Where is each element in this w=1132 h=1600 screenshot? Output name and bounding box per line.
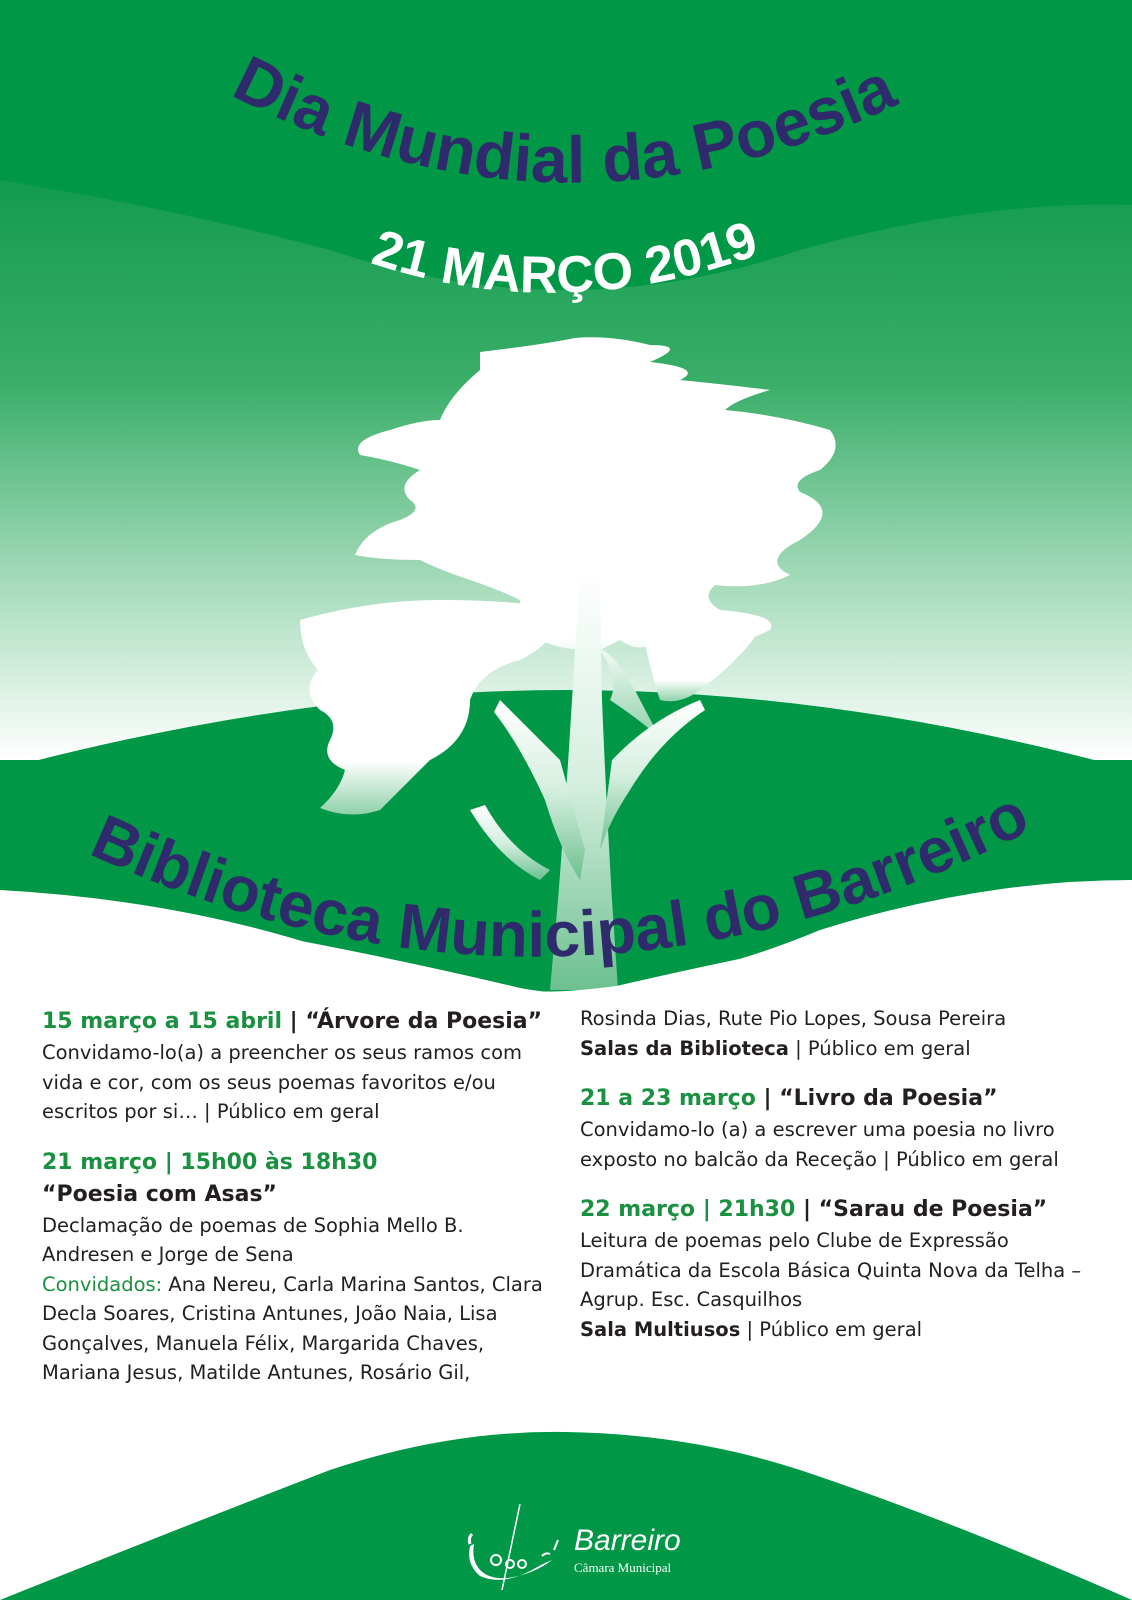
event-description-line: Convidamo-lo (a) a escrever uma poesia no livro	[580, 1118, 1055, 1141]
event-title: “Árvore da Poesia”	[305, 1009, 543, 1034]
event-description-line: Declamação de poemas de Sophia Mello B.	[42, 1213, 464, 1237]
guests-label: Convidados:	[42, 1272, 163, 1296]
logo-subtitle: Câmara Municipal	[574, 1560, 672, 1575]
event-description-line: Leitura de poemas pelo Clube de Expressão	[580, 1229, 1009, 1252]
poster-title: Dia Mundial da Poesia	[223, 40, 906, 197]
event-title: “Sarau de Poesia”	[818, 1197, 1048, 1222]
event-audience: | Público em geral	[788, 1036, 971, 1060]
event-description-line: Agrup. Esc. Casquilhos	[580, 1288, 803, 1311]
event-sarau-de-poesia: 22 março | 21h30 | “Sarau de Poesia” Leitura de poemas pelo Clube de Expressão Dramática da Escola Básica Quinta Nova da Telha – Agrup. Esc. Casquilhos Sala Multiusos | Público em geral	[580, 1194, 1110, 1344]
event-livro-da-poesia: 21 a 23 março | “Livro da Poesia” Convidamo-lo (a) a escrever uma poesia no livro exposto no balcão da Receção | Público em geral	[580, 1083, 1110, 1174]
guests-line: Gonçalves, Manuela Félix, Margarida Chaves,	[42, 1331, 485, 1355]
event-date: 22 março | 21h30	[580, 1197, 796, 1222]
venue-title: Biblioteca Municipal do Barreiro	[82, 777, 1039, 971]
event-arvore-da-poesia: 15 março a 15 abril | “Árvore da Poesia” Convidamo-lo(a) a preencher os seus ramos com vida e cor, com os seus poemas favoritos e/ou escritos por si… | Público em geral	[42, 1006, 562, 1127]
event-date: 15 março a 15 abril	[42, 1009, 283, 1034]
event-description-line: Convidamo-lo(a) a preencher os seus ramos com	[42, 1041, 523, 1064]
events-right-column	[580, 1004, 1110, 1344]
event-description-line: vida e cor, com os seus poemas favoritos e/ou	[42, 1070, 496, 1094]
event-description-line: exposto no balcão da Receção | Público em geral	[580, 1147, 1059, 1171]
guests-line: Ana Nereu, Carla Marina Santos, Clara	[162, 1272, 543, 1296]
guests-line: Decla Soares, Cristina Antunes, João Naia, Lisa	[42, 1302, 498, 1325]
event-description-line: Andresen e Jorge de Sena	[42, 1243, 294, 1266]
event-description-line: Dramática da Escola Básica Quinta Nova da Telha –	[580, 1258, 1082, 1282]
event-date-banner: 21 MARÇO 2019	[366, 210, 765, 305]
guests-line: Mariana Jesus, Matilde Antunes, Rosário Gil,	[42, 1361, 471, 1384]
logo-wordmark: Barreiro	[574, 1524, 681, 1557]
event-location: Salas da Biblioteca	[580, 1036, 789, 1060]
event-location: Sala Multiusos	[580, 1317, 741, 1341]
event-audience: | Público em geral	[740, 1317, 923, 1341]
event-description-line: escritos por si… | Público em geral	[42, 1100, 380, 1123]
barreiro-splash-logo-icon	[462, 1504, 572, 1590]
events-left-column	[42, 1006, 562, 1388]
guests-line: Rosinda Dias, Rute Pio Lopes, Sousa Pereira	[580, 1007, 1007, 1030]
barreiro-logo	[462, 1504, 682, 1590]
event-title: “Poesia com Asas”	[42, 1181, 278, 1207]
event-date: 21 a 23 março	[580, 1086, 756, 1111]
event-title: “Livro da Poesia”	[779, 1086, 998, 1111]
event-poesia-com-asas	[42, 1147, 562, 1388]
event-date: 21 março | 15h00 às 18h30	[42, 1149, 378, 1175]
